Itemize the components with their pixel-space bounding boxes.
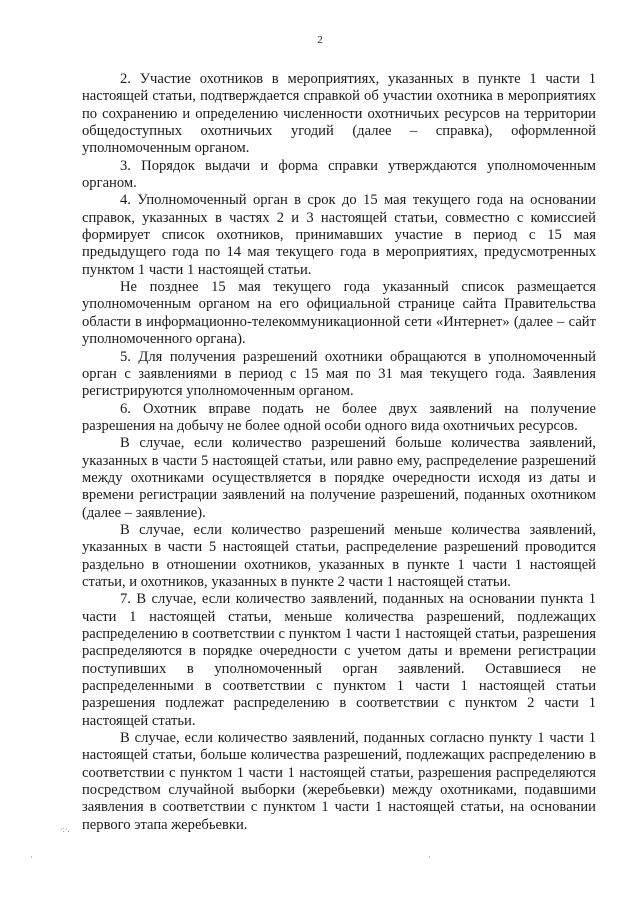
paragraph-7: 7. В случае, если количество заявлений, поданных на основании пункта 1 части 1 настоящей статьи, меньше количества разрешений, подлежащих распределению в соответствии с пунктом 1 части 1 настоящей статьи, разрешения распределяются в порядке очередности с учетом даты и времени регистрации поступивших в уполномоченный орган заявлений. Оставшиеся не распределенными в соответствии с пунктом 1 части 1 настоящей статьи разрешения подлежат распределению в соответствии с пунктом 2 части 1 настоящей статьи. <box>82 591 596 729</box>
paragraph-4-continued: Не позднее 15 мая текущего года указанный список размещается уполномоченным органом на его официальной странице сайта Правительства области в информационно-телекоммуникационной сети «Интернет» (далее – сайт уполномоченного органа). <box>82 279 596 348</box>
page-number: 2 <box>317 34 323 46</box>
paragraph-6-case-a: В случае, если количество разрешений больше количества заявлений, указанных в части 5 настоящей статьи, или равно ему, распределение разрешений между охотниками осуществляется в порядке очередности исходя из даты и времени регистрации заявлений на получение разрешений, поданных охотником (далее – заявление). <box>82 435 596 521</box>
paragraph-7-case-b: В случае, если количество заявлений, поданных согласно пункту 1 части 1 настоящей статьи, больше количества разрешений, подлежащих распределению в соответствии с пунктом 1 части 1 настоящей статьи, разрешения распределяются посредством случайной выборки (жеребьевки) между охотниками, подавшими заявления в соответствии с пунктом 1 части 1 настоящей статьи, на основании первого этапа жеребьевки. <box>82 730 596 833</box>
paragraph-5: 5. Для получения разрешений охотники обращаются в уполномоченный орган с заявлениями в период с 15 мая по 31 мая текущего года. Заявления регистрируются уполномоченным органом. <box>82 348 596 400</box>
paragraph-6: 6. Охотник вправе подать не более двух заявлений на получение разрешения на добычу не более одной особи одного вида охотничьих ресурсов. <box>82 400 596 434</box>
paragraph-2: 2. Участие охотников в мероприятиях, указанных в пункте 1 части 1 настоящей статьи, подтверждается справкой об участии охотника в мероприятиях по сохранению и определению численности охотничьих ресурсов на территории общедоступных охотничьих угодий (далее – справка), оформленной уполномоченным органом. <box>82 71 596 157</box>
paragraph-6-case-b: В случае, если количество разрешений меньше количества заявлений, указанных в части 5 настоящей статьи, распределение разрешений проводится раздельно в отношении охотников, указанных в пункте 1 части 1 настоящей статьи, и охотников, указанных в пункте 2 части 1 настоящей статьи. <box>82 521 596 590</box>
paragraph-4: 4. Уполномоченный орган в срок до 15 мая текущего года на основании справок, указанных в частях 2 и 3 настоящей статьи, совместно с комиссией формирует список охотников, принимавших участие в период с 15 мая предыдущего года по 14 мая текущего года в мероприятиях, предусмотренных пунктом 1 части 1 настоящей статьи. <box>82 192 596 278</box>
scan-artifact: ·:·. <box>60 825 70 834</box>
scan-artifact: · <box>30 852 33 862</box>
paragraph-3: 3. Порядок выдачи и форма справки утверждаются уполномоченным органом. <box>82 157 596 192</box>
scan-artifact: · <box>428 852 431 862</box>
document-body <box>82 71 596 834</box>
